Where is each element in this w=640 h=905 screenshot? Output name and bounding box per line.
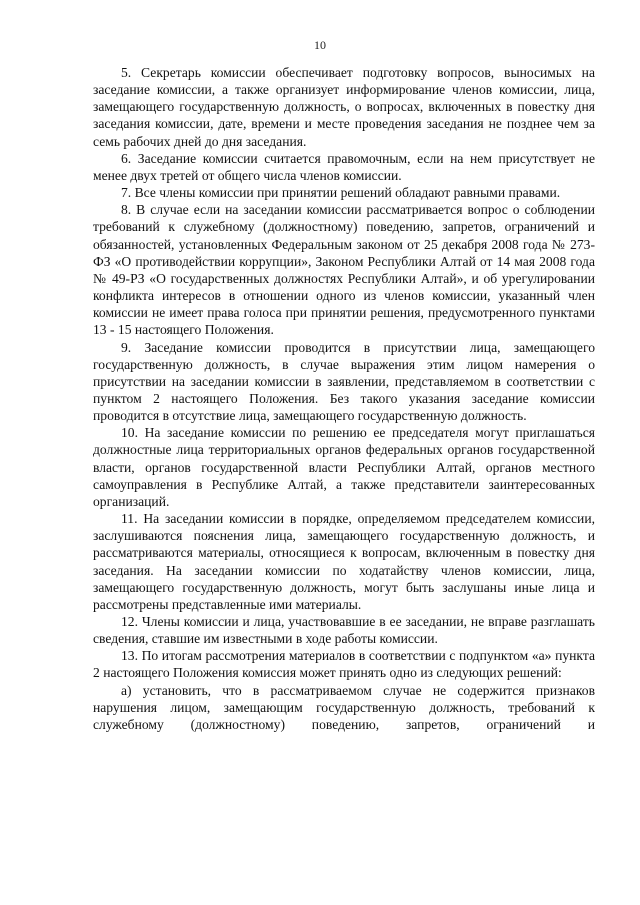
page-number: 10 <box>314 38 326 52</box>
paragraph-7: 7. Все члены комиссии при принятии решений обладают равными правами. <box>121 185 561 201</box>
paragraph-8: 8. В случае если на заседании комиссии рассматривается вопрос о соблюдении требований к служебному (должностному) поведению, запретов, ограничений и обязанностей, установленных Федеральным законом от 25 декабря 2008 года № 273-ФЗ «О противодействии коррупции», Законом Республики Алтай от 14 мая 2008 года № 49-РЗ «О государственных должностях Республики Алтай», и об урегулировании конфликта интересов в отношении одного из членов комиссии, указанный член комиссии не имеет права голоса при принятии решения, предусмотренного пунктами 13 - 15 настоящего Положения. <box>93 202 595 338</box>
document-body <box>93 64 595 733</box>
paragraph-9: 9. Заседание комиссии проводится в присутствии лица, замещающего государственную должность, в случае выражения этим лицом намерения о присутствии на заседании комиссии в заявлении, представляемом в соответствии с пунктом 2 настоящего Положения. Без такого указания заседание комиссии проводится в отсутствие лица, замещающего государственную должность. <box>93 339 595 424</box>
paragraph-5: 5. Секретарь комиссии обеспечивает подготовку вопросов, выносимых на заседание комиссии, а также организует информирование членов комиссии, лица, замещающего государственную должность, о вопросах, включенных в повестку дня заседания комиссии, дате, времени и месте проведения заседания не позднее чем за семь рабочих дней до дня заседания. <box>93 65 595 149</box>
paragraph-12: 12. Члены комиссии и лица, участвовавшие в ее заседании, не вправе разглашать сведения, ставшие им известными в ходе работы комиссии. <box>93 614 595 647</box>
paragraph-6: 6. Заседание комиссии считается правомочным, если на нем присутствует не менее двух третей от общего числа членов комиссии. <box>93 150 595 183</box>
paragraph-11: 11. На заседании комиссии в порядке, определяемом председателем комиссии, заслушиваются пояснения лица, замещающего государственную должность, и рассматриваются материалы, относящиеся к вопросам, включенным в повестку дня заседания. На заседании комиссии по ходатайству членов комиссии, лица, замещающего государственную должность, могут быть заслушаны иные лица и рассмотрены представленные ими материалы. <box>93 511 595 612</box>
paragraph-13: 13. По итогам рассмотрения материалов в соответствии с подпунктом «а» пункта 2 настоящего Положения комиссия может принять одно из следующих решений: <box>93 648 595 681</box>
paragraph-10: 10. На заседание комиссии по решению ее председателя могут приглашаться должностные лица территориальных органов федеральных органов государственной власти, органов государственной власти Республики Алтай, органов местного самоуправления в Республике Алтай, а также представители заинтересованных организаций. <box>93 425 595 509</box>
paragraph-13-a: а) установить, что в рассматриваемом случае не содержится признаков нарушения лицом, замещающим государственную должность, требований к служебному (должностному) поведению, запретов, ограничений и <box>93 682 595 732</box>
